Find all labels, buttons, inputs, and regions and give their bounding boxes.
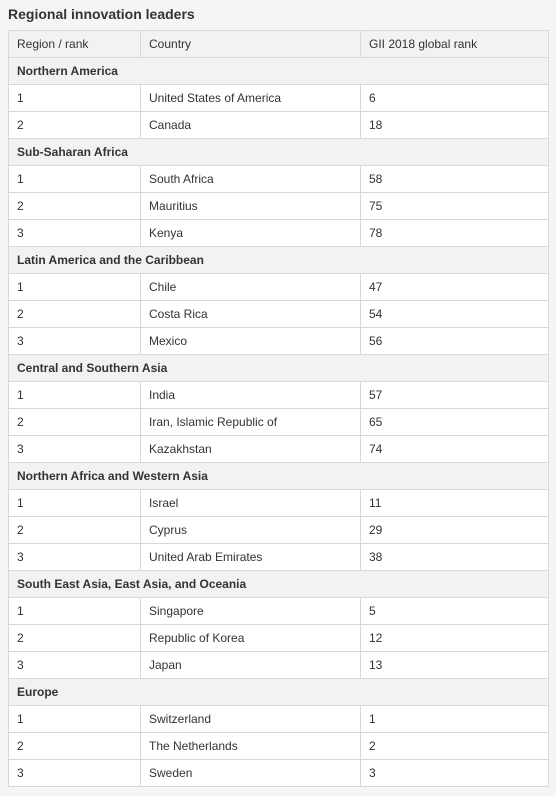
country-cell: Sweden [141, 760, 361, 787]
rank-cell: 3 [9, 436, 141, 463]
rank-cell: 2 [9, 409, 141, 436]
gii-rank-cell: 54 [361, 301, 549, 328]
rank-cell: 2 [9, 517, 141, 544]
table-row [9, 706, 549, 733]
country-cell: Singapore [141, 598, 361, 625]
page-title: Regional innovation leaders [8, 6, 195, 22]
region-name: Europe [9, 679, 549, 706]
table-row [9, 652, 549, 679]
country-cell: Mauritius [141, 193, 361, 220]
country-cell: United Arab Emirates [141, 544, 361, 571]
country-cell: Israel [141, 490, 361, 517]
region-row [9, 247, 549, 274]
country-cell: Kenya [141, 220, 361, 247]
table-row [9, 85, 549, 112]
rank-cell: 3 [9, 220, 141, 247]
rank-cell: 1 [9, 598, 141, 625]
gii-rank-cell: 11 [361, 490, 549, 517]
gii-rank-cell: 5 [361, 598, 549, 625]
rank-cell: 1 [9, 706, 141, 733]
table-header-row [9, 31, 549, 58]
gii-rank-cell: 3 [361, 760, 549, 787]
header-region-rank: Region / rank [9, 31, 141, 58]
country-cell: South Africa [141, 166, 361, 193]
region-row [9, 58, 549, 85]
region-name: Northern Africa and Western Asia [9, 463, 549, 490]
table-row [9, 517, 549, 544]
region-row [9, 463, 549, 490]
gii-rank-cell: 58 [361, 166, 549, 193]
rank-cell: 3 [9, 652, 141, 679]
rank-cell: 2 [9, 301, 141, 328]
table-row [9, 409, 549, 436]
table-row [9, 112, 549, 139]
country-cell: Kazakhstan [141, 436, 361, 463]
table-row [9, 436, 549, 463]
table-row [9, 301, 549, 328]
regional-leaders-table [8, 30, 549, 787]
gii-rank-cell: 6 [361, 85, 549, 112]
country-cell: Switzerland [141, 706, 361, 733]
country-cell: Mexico [141, 328, 361, 355]
rank-cell: 1 [9, 85, 141, 112]
rank-cell: 1 [9, 490, 141, 517]
rank-cell: 1 [9, 382, 141, 409]
table-row [9, 328, 549, 355]
region-row [9, 139, 549, 166]
country-cell: Chile [141, 274, 361, 301]
country-cell: Iran, Islamic Republic of [141, 409, 361, 436]
header-gii-rank: GII 2018 global rank [361, 31, 549, 58]
table-row [9, 598, 549, 625]
rank-cell: 2 [9, 193, 141, 220]
rank-cell: 1 [9, 274, 141, 301]
region-row [9, 679, 549, 706]
country-cell: United States of America [141, 85, 361, 112]
country-cell: The Netherlands [141, 733, 361, 760]
country-cell: Republic of Korea [141, 625, 361, 652]
country-cell: India [141, 382, 361, 409]
gii-rank-cell: 13 [361, 652, 549, 679]
gii-rank-cell: 38 [361, 544, 549, 571]
header-country: Country [141, 31, 361, 58]
table-row [9, 193, 549, 220]
country-cell: Japan [141, 652, 361, 679]
rank-cell: 2 [9, 112, 141, 139]
table-row [9, 733, 549, 760]
region-name: Northern America [9, 58, 549, 85]
gii-rank-cell: 47 [361, 274, 549, 301]
region-name: Sub-Saharan Africa [9, 139, 549, 166]
rank-cell: 2 [9, 733, 141, 760]
gii-rank-cell: 12 [361, 625, 549, 652]
country-cell: Cyprus [141, 517, 361, 544]
rank-cell: 3 [9, 544, 141, 571]
table-row [9, 274, 549, 301]
gii-rank-cell: 1 [361, 706, 549, 733]
gii-rank-cell: 78 [361, 220, 549, 247]
rank-cell: 3 [9, 760, 141, 787]
rank-cell: 3 [9, 328, 141, 355]
gii-rank-cell: 74 [361, 436, 549, 463]
country-cell: Costa Rica [141, 301, 361, 328]
table-row [9, 382, 549, 409]
gii-rank-cell: 75 [361, 193, 549, 220]
gii-rank-cell: 29 [361, 517, 549, 544]
table-row [9, 544, 549, 571]
table-row [9, 220, 549, 247]
table-row [9, 760, 549, 787]
region-name: South East Asia, East Asia, and Oceania [9, 571, 549, 598]
gii-rank-cell: 65 [361, 409, 549, 436]
gii-rank-cell: 18 [361, 112, 549, 139]
rank-cell: 2 [9, 625, 141, 652]
gii-rank-cell: 57 [361, 382, 549, 409]
gii-rank-cell: 2 [361, 733, 549, 760]
region-name: Latin America and the Caribbean [9, 247, 549, 274]
gii-rank-cell: 56 [361, 328, 549, 355]
table-row [9, 625, 549, 652]
region-row [9, 355, 549, 382]
table-row [9, 166, 549, 193]
table-row [9, 490, 549, 517]
region-row [9, 571, 549, 598]
region-name: Central and Southern Asia [9, 355, 549, 382]
rank-cell: 1 [9, 166, 141, 193]
table-body [9, 58, 549, 787]
country-cell: Canada [141, 112, 361, 139]
